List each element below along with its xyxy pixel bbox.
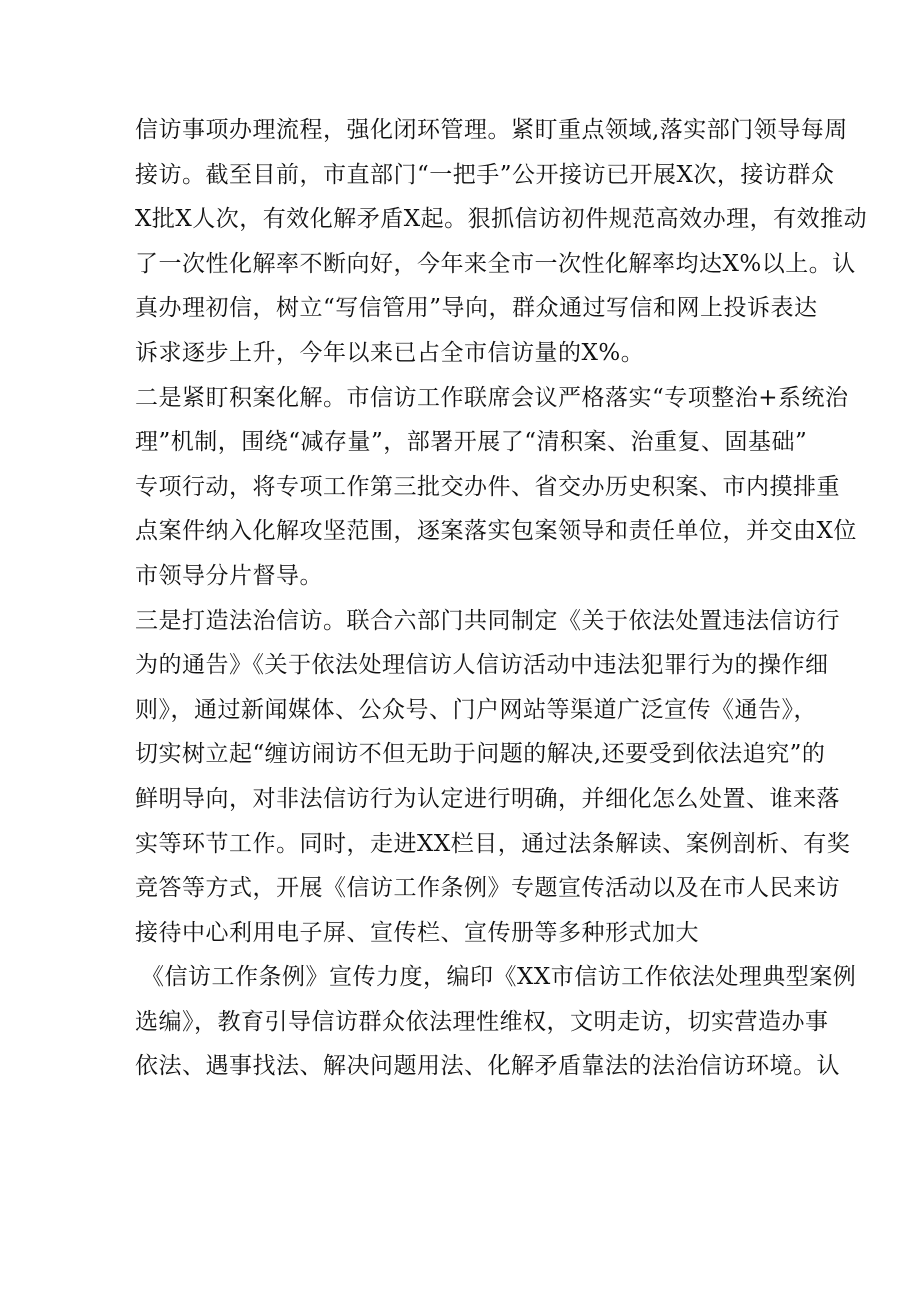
text-line: X批X人次，有效化解矛盾X起。狠抓信访初件规范高效办理，有效推动 <box>135 206 868 233</box>
text-line: 接待中心利用电子屏、宣传栏、宣传册等多种形式加大 <box>135 919 699 946</box>
text-line: 市领导分片督导。 <box>135 562 323 589</box>
text-line: 理”机制，围绕“减存量”，部署开展了“清积案、治重复、固基础” <box>135 429 808 456</box>
body-text <box>135 108 868 1089</box>
text-line: 诉求逐步上升，今年以来已占全市信访量的X%。 <box>135 339 645 366</box>
text-line: 切实树立起“缠访闹访不但无助于问题的解决,还要受到依法追究”的 <box>135 741 826 768</box>
text-line: 选编》，教育引导信访群众依法理性维权，文明走访，切实营造办事 <box>135 1008 829 1035</box>
text-line: 则》，通过新闻媒体、公众号、门户网站等渠道广泛宣传《通告》， <box>135 696 817 723</box>
text-line: 了一次性化解率不断向好，今年来全市一次性化解率均达X%以上。认 <box>135 250 856 277</box>
text-line: 实等环节工作。同时，走进XX栏目，通过法条解读、案例剖析、有奖 <box>135 830 851 857</box>
text-line: 为的通告》《关于依法处理信访人信访活动中违法犯罪行为的操作细 <box>135 652 829 679</box>
text-line: 专项行动，将专项工作第三批交办件、省交办历史积案、市内摸排重 <box>135 473 840 500</box>
text-line: 点案件纳入化解攻坚范围，逐案落实包案领导和责任单位，并交由X位 <box>135 518 857 545</box>
text-line: 接访。截至目前，市直部门“一把手”公开接访已开展X次，接访群众 <box>135 161 835 188</box>
text-line: 二是紧盯积案化解。市信访工作联席会议严格落实“专项整治+系统治 <box>135 384 849 411</box>
text-line: 鲜明导向，对非法信访行为认定进行明确，并细化怎么处置、谁来落 <box>135 785 840 812</box>
text-line: 依法、遇事找法、解决问题用法、化解矛盾靠法的法治信访环境。认 <box>135 1053 840 1080</box>
text-line: 真办理初信，树立“写信管用”导向，群众通过写信和网上投诉表达 <box>135 295 818 322</box>
text-line: 三是打造法治信访。联合六部门共同制定《关于依法处置违法信访行 <box>135 607 840 634</box>
text-line: 竞答等方式，开展《信访工作条例》专题宣传活动以及在市人民来访 <box>135 875 840 902</box>
text-line: 信访事项办理流程，强化闭环管理。紧盯重点领域,落实部门领导每周 <box>135 117 848 143</box>
text-line: 《信访工作条例》宣传力度，编印《XX市信访工作依法处理典型案例 <box>141 964 857 991</box>
